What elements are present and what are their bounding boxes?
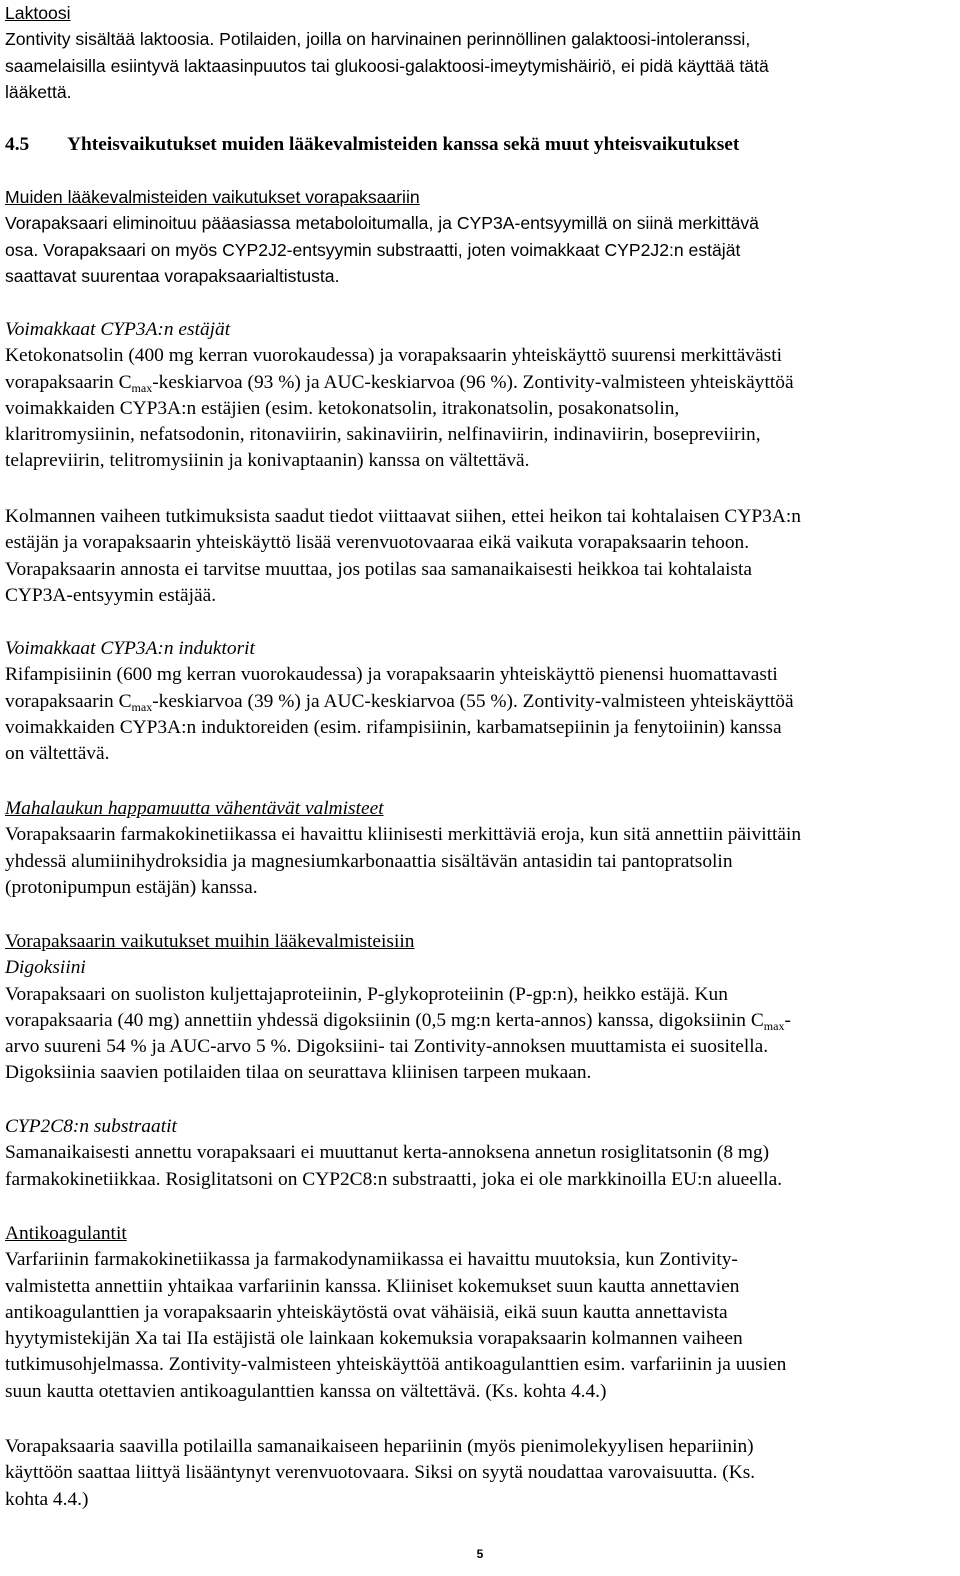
lactose-section [5, 0, 955, 105]
paragraph-line: Vorapaksaarin farmakokinetiikassa ei havaittu kliinisesti merkittäviä eroja, kun sitä annettiin päivittäin [5, 824, 802, 846]
effects-on-other-drugs-section [5, 929, 955, 1087]
section-title: Yhteisvaikutukset muiden lääkevalmisteiden kanssa sekä muut yhteisvaikutukset [67, 134, 740, 155]
cyp2c8-section [5, 1114, 955, 1193]
paragraph-line: klaritromysiinin, nefatsodonin, ritonaviirin, sakinaviirin, nelfinaviirin, indinaviirin, bosepreviirin, [5, 424, 761, 446]
strong-inducers-section [5, 636, 955, 767]
paragraph-line: Kolmannen vaiheen tutkimuksista saadut tiedot viittaavat siihen, ettei heikon tai kohtalaisen CYP3A:n [5, 506, 801, 527]
paragraph-line: arvo suureni 54 % ja AUC-arvo 5 %. Digoksiini- tai Zontivity-annoksen muuttamista ei suositella. [5, 1036, 769, 1058]
section-number: 4.5 [5, 134, 30, 155]
paragraph-line: kohta 4.4.) [5, 1488, 89, 1510]
paragraph-line: käyttöön saattaa liittyä lisääntynyt verenvuotovaara. Siksi on syytä noudattaa varovaisuutta. (Ks. [5, 1462, 756, 1484]
subsection-heading: Muiden lääkevalmisteiden vaikutukset vorapaksaariin [5, 187, 420, 207]
page-number: 5 [476, 1547, 484, 1561]
paragraph-line: Zontivity sisältää laktoosia. Potilaiden, joilla on harvinainen perinnöllinen galaktoosi-intoleranssi, [5, 29, 751, 50]
subscript-max: max [131, 699, 153, 714]
paragraph-line: Ketokonatsolin (400 mg kerran vuorokaudessa) ja vorapaksaarin yhteiskäyttö suurensi merkittävästi [5, 345, 783, 367]
paragraph-line: yhdessä alumiinihydroksidia ja magnesiumkarbonaattia sisältävän antasidin tai pantopratsolin [5, 850, 733, 872]
subsection-heading: Voimakkaat CYP3A:n induktorit [5, 638, 255, 659]
digoxin-heading: Digoksiini [5, 957, 86, 979]
paragraph-line: saamelaisilla esiintyvä laktaasinpuutos tai glukoosi-galaktoosi-imeytymishäiriö, ei pidä käyttää tätä [5, 55, 769, 76]
subsection-heading: Voimakkaat CYP3A:n estäjät [5, 319, 231, 340]
other-drugs-effects-section [5, 184, 955, 289]
paragraph-line: voimakkaiden CYP3A:n estäjien (esim. ketokonatsolin, itrakonatsolin, posakonatsolin, [5, 397, 680, 419]
subsection-heading: CYP2C8:n substraatit [5, 1116, 177, 1137]
paragraph-line: (protonipumpun estäjän) kanssa. [5, 876, 258, 898]
paragraph-line: saattavat suurentaa vorapaksaarialtistusta. [5, 265, 340, 286]
paragraph-line: suun kautta otettavien antikoagulanttien kanssa on vältettävä. (Ks. kohta 4.4.) [5, 1380, 607, 1402]
subscript-max: max [763, 1018, 785, 1033]
paragraph-line: vorapaksaarin $C_{max}$-keskiarvoa (39 %) ja AUC-keskiarvoa (55 %). Zontivity-valmisteen yhteiskäyttöä [5, 690, 794, 714]
paragraph-line: vorapaksaaria (40 mg) annettiin yhdessä digoksiinin (0,5 mg:n kerta-annos) kanssa, digoksiinin $C_{max}-$ [5, 1009, 791, 1033]
phase-three-paragraph [5, 504, 955, 609]
paragraph-line: Vorapaksaarin annosta ei tarvitse muuttaa, jos potilas saa samanaikaisesti heikkoa tai kohtalaista [5, 558, 753, 580]
subscript-max: max [131, 380, 153, 395]
paragraph-line: CYP3A-entsyymin estäjää. [5, 584, 217, 606]
paragraph-line: hyytymistekijän Xa tai IIa estäjistä ole lainkaan kokemuksia vorapaksaarin kolmannen vaiheen [5, 1328, 743, 1350]
paragraph-line: Vorapaksaari on suoliston kuljettajaproteiinin, P-glykoproteiinin (P-gp:n), heikko estäjä. Kun [5, 983, 728, 1005]
paragraph-line: osa. Vorapaksaari on myös CYP2J2-entsyymin substraatti, joten voimakkaat CYP2J2:n estäjät [5, 239, 741, 260]
paragraph-line: estäjän ja vorapaksaarin yhteiskäyttö lisää verenvuotovaaraa eikä vaikuta vorapaksaarin tehoon. [5, 532, 750, 554]
lactose-heading: Laktoosi [5, 3, 71, 23]
antacids-section [5, 796, 955, 901]
paragraph-line: Samanaikaisesti annettu vorapaksaari ei muuttanut kerta-annoksena annetun rosiglitatsonin (8 mg) [5, 1142, 770, 1164]
paragraph-line: farmakokinetiikkaa. Rosiglitatsoni on CYP2C8:n substraatti, joka ei ole markkinoilla EU:n alueella. [5, 1168, 783, 1190]
paragraph-line: Digoksiinia saavien potilaiden tilaa on seurattava kliinisen tarpeen mukaan. [5, 1062, 592, 1084]
paragraph-line: tutkimusohjelmassa. Zontivity-valmisteen yhteiskäyttöä antikoagulanttien esim. varfariinin ja uusien [5, 1354, 787, 1376]
paragraph-line: telapreviirin, telitromysiinin ja konivaptaanin) kanssa on vältettävä. [5, 450, 530, 472]
section-heading [5, 132, 955, 158]
paragraph-line: Rifampisiinin (600 mg kerran vuorokaudessa) ja vorapaksaarin yhteiskäyttö pienensi huomattavasti [5, 664, 778, 686]
paragraph-line: on vältettävä. [5, 743, 110, 765]
anticoagulants-section [5, 1221, 955, 1405]
paragraph-line: Vorapaksaaria saavilla potilailla samanaikaiseen hepariinin (myös pienimolekyylisen hepariinin) [5, 1436, 754, 1457]
paragraph-line: valmistetta annettiin yhtaikaa varfariinin kanssa. Kliiniset kokemukset suun kautta annettavien [5, 1275, 740, 1297]
strong-inhibitors-section [5, 317, 955, 475]
paragraph-line: Varfariinin farmakokinetiikassa ja farmakodynamiikassa ei havaittu muutoksia, kun Zontivity- [5, 1249, 738, 1271]
subsection-heading: Vorapaksaarin vaikutukset muihin lääkevalmisteisiin [5, 931, 415, 952]
paragraph-line: antikoagulanttien ja vorapaksaarin yhteiskäytöstä ovat vähäisiä, eikä suun kautta annettavista [5, 1301, 728, 1323]
paragraph-line: lääkettä. [5, 81, 72, 102]
paragraph-line: vorapaksaarin $C_{max}$-keskiarvoa (93 %) ja AUC-keskiarvoa (96 %). Zontivity-valmisteen yhteiskäyttöä [5, 371, 794, 395]
heparin-paragraph [5, 1434, 955, 1513]
paragraph-line: Vorapaksaari eliminoituu pääasiassa metaboloitumalla, ja CYP3A-entsyymillä on siinä merkittävä [5, 213, 759, 234]
subsection-heading: Antikoagulantit [5, 1223, 127, 1244]
paragraph-line: voimakkaiden CYP3A:n induktoreiden (esim. rifampisiinin, karbamatsepiinin ja fenytoiinin) kanssa [5, 716, 782, 738]
subsection-heading: Mahalaukun happamuutta vähentävät valmisteet [5, 798, 384, 819]
